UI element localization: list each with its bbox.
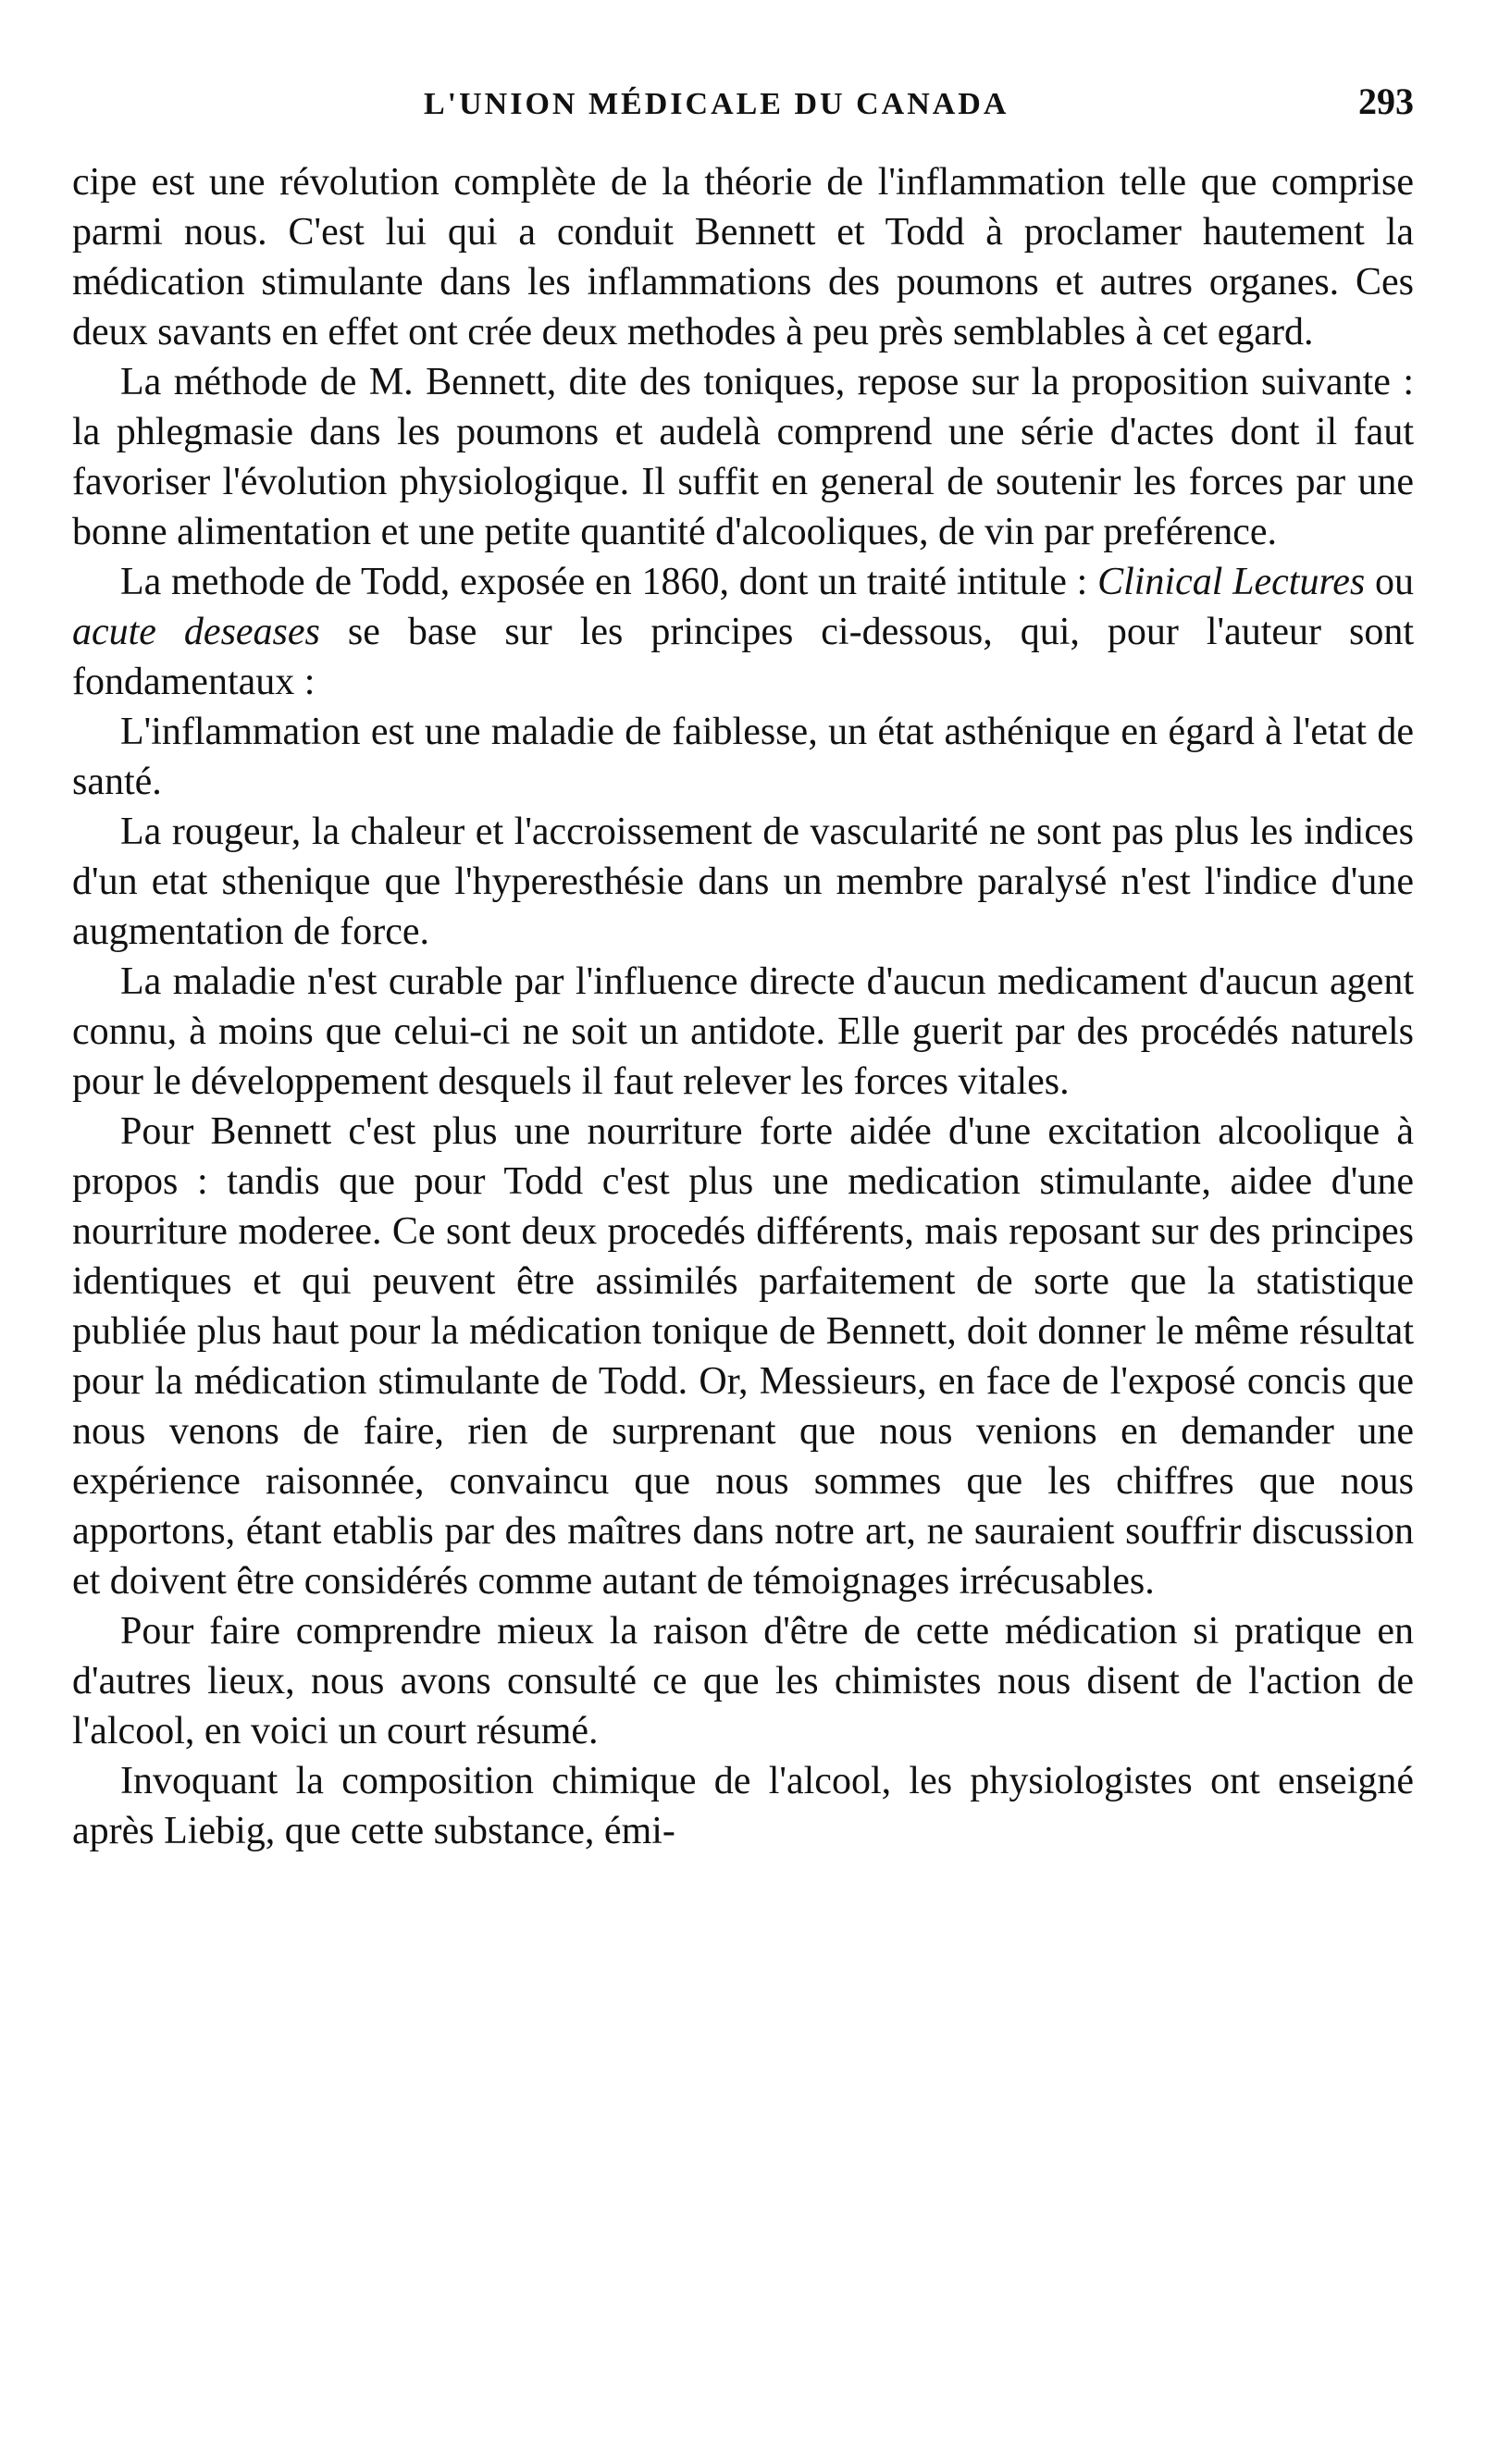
paragraph-4: L'inflammation est une maladie de faiblesse, un état asthénique en égard à l'etat de santé. [72,711,1414,803]
paragraph-6: La maladie n'est curable par l'influence directe d'aucun medicament d'aucun agent connu, à moins que celui-ci ne soit un antidote. Elle guerit par des procédés naturels pour le développement desquels il faut relever les forces vitales. [72,960,1414,1103]
running-head [72,56,1414,122]
paragraph-3-text-start: La methode de Todd, exposée en 1860, dont un traité intitule : [120,561,1098,603]
body-text [72,157,1414,1856]
book-title-clinical-lectures: Clinical Lectures [1097,561,1366,603]
paragraph-2: La méthode de M. Bennett, dite des toniques, repose sur la proposition suivante : la phlegmasie dans les poumons et audelà comprend une série d'actes dont il faut favoriser l'évolution physiologique. Il suffit en general de soutenir les forces par une bonne alimentation et une petite quantité d'alcooliques, de vin par preférence. [72,361,1414,553]
paragraph-5: La rougeur, la chaleur et l'accroissement de vascularité ne sont pas plus les indices d'un etat sthenique que l'hyperesthésie dans un membre paralysé n'est l'indice d'une augmentation de force. [72,811,1414,953]
paragraph-8: Pour faire comprendre mieux la raison d'être de cette médication si pratique en d'autres lieux, nous avons consulté ce que les chimistes nous disent de l'action de l'alcool, en voici un court résumé. [72,1610,1414,1752]
paragraph-7: Pour Bennett c'est plus une nourriture forte aidée d'une excitation alcoolique à propos : tandis que pour Todd c'est plus une medication stimulante, aidee d'une nourriture moderee. Ce sont deux procedés différents, mais reposant sur des principes identiques et qui peuvent être assimilés parfaitement de sorte que la statistique publiée plus haut pour la médication tonique de Bennett, doit donner le même résultat pour la médication stimulante de Todd. Or, Messieurs, en face de l'exposé concis que nous venons de faire, rien de surprenant que nous venions en demander une expérience raisonnée, convaincu que nous sommes que les chiffres que nous apportons, étant etablis par des maîtres dans notre art, ne sauraient souffrir discussion et doivent être considérés comme autant de témoignages irrécusables. [72,1110,1414,1603]
paragraph-3-text-middle: ou [1365,561,1414,603]
paragraph-9: Invoquant la composition chimique de l'alcool, les physiologistes ont enseigné après Liebig, que cette substance, émi- [72,1760,1414,1852]
paragraph-1: cipe est une révolution complète de la théorie de l'inflammation telle que comprise parmi nous. C'est lui qui a conduit Bennett et Todd à proclamer hautement la médication stimulante dans les inflammations des poumons et autres organes. Ces deux savants en effet ont crée deux methodes à peu près semblables à cet egard. [72,161,1414,353]
paragraph-3-text-end: se base sur les principes ci-dessous, qui, pour l'auteur sont fondamentaux : [72,611,1414,703]
book-title-acute-deseases: acute deseases [72,611,320,653]
paragraph-3 [72,557,1414,707]
document-page [72,56,1414,2424]
page-number: 293 [1358,80,1414,122]
journal-title: L'UNION MÉDICALE DU CANADA [424,87,1009,121]
